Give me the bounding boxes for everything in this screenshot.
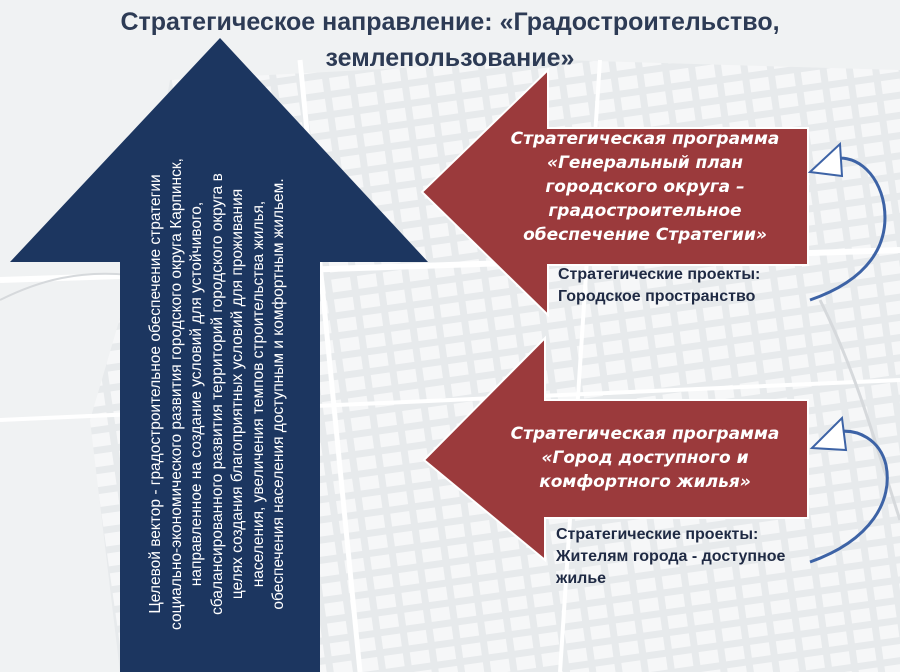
program-2-projects-title: Стратегические проекты: [556, 526, 759, 543]
program-1-title [485, 127, 805, 247]
program-1-project-1: Городское пространство [558, 288, 756, 305]
program-2-line-3: комфортного жилья» [539, 472, 751, 492]
page-title-line-1: Стратегическое направление: «Градостроительство, [120, 8, 780, 36]
program-1-line-4: градостроительное [548, 201, 742, 221]
program-2-project-1: Жителям города - доступное [556, 548, 786, 565]
program-1-line-1: Стратегическая программа [510, 129, 780, 149]
program-2-project-2: жилье [556, 570, 607, 587]
page-title-line-2: землепользование» [325, 44, 575, 72]
program-2-projects [556, 524, 801, 590]
program-1-line-2: «Генеральный план [547, 153, 743, 173]
program-2-title [485, 422, 805, 494]
target-vector-text: Целевой вектор - градостроительное обеспечение стратегии социально-экономического развития городского округа Карпинск, направленное на создание условий для устойчивого, сбалансированного развития территорий городского округа в целях создания благоприятных условий для проживания населения, увеличения темпов строительства жилья, обеспечения населения доступным и комфортным жильем. [146, 158, 288, 630]
program-1-line-5: обеспечение Стратегии» [523, 225, 767, 245]
program-1-line-3: городского округа – [545, 177, 745, 197]
program-2-line-1: Стратегическая программа [510, 424, 780, 444]
program-1-projects-title: Стратегические проекты: [558, 266, 761, 283]
program-2-line-2: «Город доступного и [541, 448, 749, 468]
page-title [0, 4, 900, 76]
target-vector-text-block [113, 154, 323, 634]
program-1-projects [558, 264, 803, 308]
